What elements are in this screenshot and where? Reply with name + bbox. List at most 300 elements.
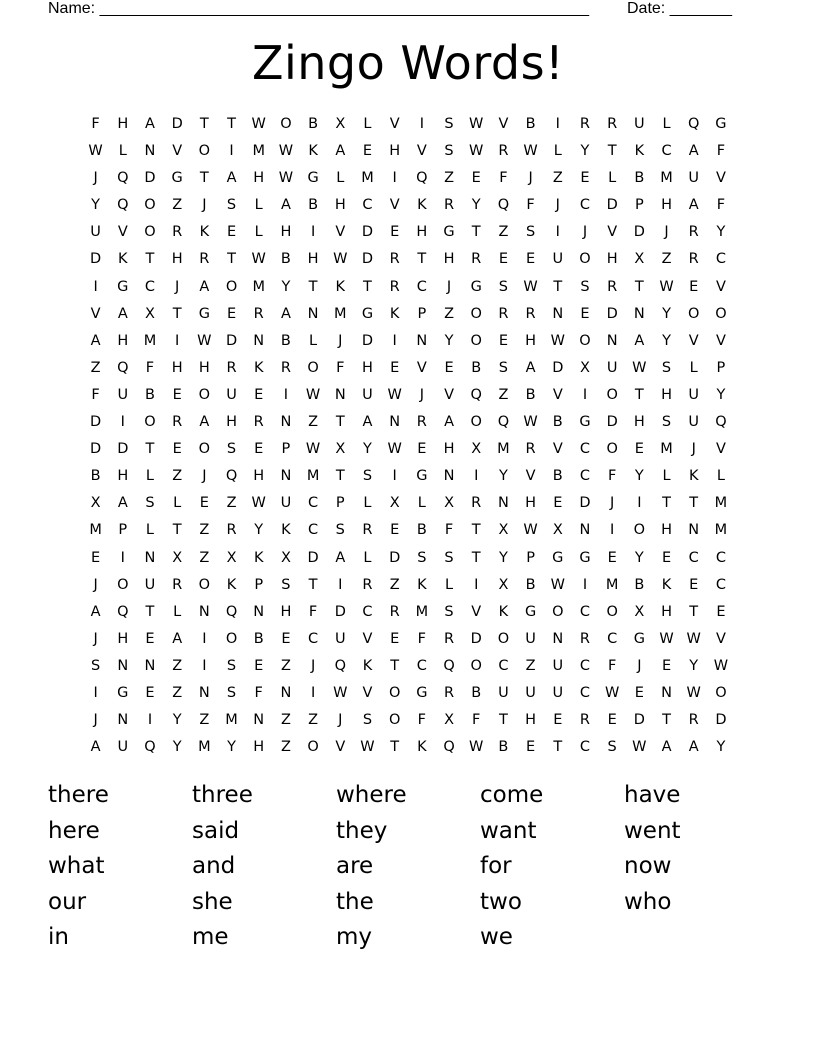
header-fields — [48, 0, 748, 20]
grid-letter: Y — [689, 657, 699, 674]
grid-letter: I — [474, 468, 479, 485]
grid-letter: Q — [470, 386, 482, 403]
grid-letter: R — [280, 359, 291, 376]
grid-letter: J — [338, 332, 343, 349]
grid-letter: J — [446, 278, 452, 295]
grid-letter: R — [688, 251, 699, 268]
grid-letter: L — [336, 170, 345, 187]
grid-letter: Y — [281, 278, 291, 295]
grid-letter: W — [333, 684, 348, 701]
word-list-item: who — [624, 888, 672, 915]
grid-letter: S — [498, 359, 509, 376]
grid-letter: L — [363, 116, 372, 132]
grid-letter: C — [144, 278, 156, 295]
grid-letter: H — [253, 170, 265, 187]
grid-letter: Z — [661, 251, 672, 268]
grid-letter: H — [661, 522, 672, 539]
grid-letter: C — [308, 495, 319, 512]
grid-letter: H — [633, 414, 645, 431]
grid-letter: R — [443, 630, 455, 647]
grid-letter: Y — [662, 332, 671, 349]
grid-letter: E — [689, 278, 699, 295]
grid-letter: O — [552, 603, 564, 620]
grid-letter: D — [334, 603, 346, 620]
grid-letter: B — [280, 332, 291, 349]
grid-letter: V — [688, 332, 699, 349]
grid-letter: X — [498, 576, 509, 593]
grid-letter: R — [172, 224, 183, 241]
grid-letter: C — [579, 197, 591, 214]
grid-letter: V — [471, 603, 482, 620]
grid-letter: H — [443, 251, 455, 268]
grid-letter: K — [634, 143, 645, 160]
grid-letter: W — [305, 386, 321, 403]
word-list-item: went — [624, 817, 681, 844]
grid-letter: M — [497, 441, 510, 458]
grid-letter: K — [335, 278, 346, 295]
word-list-item: here — [48, 817, 100, 844]
grid-letter: B — [525, 576, 536, 593]
grid-letter: T — [335, 414, 345, 431]
grid-letter: B — [90, 468, 101, 485]
grid-letter: P — [526, 549, 535, 566]
grid-letter: E — [199, 495, 209, 512]
grid-letter: P — [118, 522, 128, 539]
grid-letter: Z — [226, 495, 237, 512]
grid-letter: F — [145, 359, 155, 376]
grid-letter: I — [555, 224, 560, 241]
grid-letter: Q — [117, 170, 129, 187]
grid-letter: G — [443, 224, 455, 241]
grid-letter: O — [307, 359, 319, 376]
grid-letter: H — [525, 712, 537, 729]
grid-letter: R — [389, 251, 400, 268]
grid-letter: Z — [525, 657, 536, 674]
grid-letter: O — [198, 386, 211, 403]
grid-letter: O — [388, 712, 401, 729]
grid-letter: D — [361, 224, 374, 241]
grid-letter: H — [661, 386, 672, 403]
grid-letter: Z — [498, 386, 509, 403]
grid-letter: O — [633, 522, 646, 539]
grid-letter: N — [633, 305, 645, 322]
grid-letter: B — [308, 197, 319, 214]
grid-letter: H — [171, 251, 183, 268]
grid-letter: E — [254, 441, 264, 458]
grid-letter: E — [444, 359, 454, 376]
grid-letter: A — [280, 305, 291, 322]
grid-letter: R — [498, 143, 509, 160]
grid-letter: R — [172, 576, 183, 593]
grid-letter: M — [660, 441, 673, 458]
grid-letter: Q — [225, 468, 238, 485]
grid-letter: M — [225, 712, 238, 729]
grid-letter: W — [686, 684, 701, 701]
word-list-item: are — [336, 853, 374, 880]
grid-letter: C — [362, 197, 373, 214]
grid-letter: G — [198, 305, 210, 322]
grid-letter: T — [390, 657, 400, 674]
grid-letter: R — [607, 278, 618, 295]
grid-letter: K — [661, 576, 672, 593]
grid-letter: P — [634, 197, 644, 214]
grid-letter: D — [90, 251, 102, 268]
grid-letter: M — [605, 576, 619, 593]
grid-letter: K — [253, 549, 264, 566]
grid-letter: E — [390, 630, 400, 647]
grid-letter: R — [443, 684, 455, 701]
grid-letter: O — [307, 739, 319, 756]
grid-letter: D — [715, 712, 727, 729]
grid-letter: W — [88, 143, 103, 160]
grid-letter: T — [227, 251, 236, 268]
grid-letter: N — [253, 712, 265, 729]
grid-letter: I — [610, 522, 615, 539]
grid-letter: R — [226, 359, 237, 376]
word-list-item: there — [48, 782, 109, 808]
grid-letter: Z — [199, 549, 210, 566]
grid-letter: R — [389, 603, 400, 620]
grid-letter: T — [553, 739, 563, 756]
grid-letter: T — [390, 739, 400, 756]
grid-letter: X — [90, 495, 101, 512]
grid-letter: G — [470, 278, 482, 295]
grid-letter: M — [252, 278, 265, 295]
grid-letter: K — [308, 143, 318, 160]
grid-letter: O — [144, 197, 156, 214]
grid-letter: U — [525, 630, 536, 647]
grid-letter: Y — [254, 522, 264, 539]
grid-letter: U — [226, 386, 237, 403]
grid-letter: F — [308, 603, 318, 620]
grid-letter: Y — [580, 143, 590, 160]
grid-letter: N — [253, 332, 265, 349]
grid-letter: J — [338, 712, 343, 729]
grid-letter: U — [280, 495, 292, 512]
grid-letter: E — [526, 251, 536, 268]
grid-letter: Y — [716, 386, 726, 403]
grid-letter: U — [552, 657, 564, 674]
grid-letter: F — [336, 359, 345, 376]
grid-letter: U — [688, 170, 700, 187]
grid-letter: X — [471, 441, 482, 458]
grid-letter: Q — [443, 739, 455, 756]
grid-letter: V — [117, 224, 128, 241]
grid-letter: K — [226, 576, 237, 593]
grid-letter: G — [416, 684, 428, 701]
grid-letter: A — [688, 739, 699, 756]
grid-letter: Z — [172, 684, 183, 701]
grid-letter: L — [716, 468, 725, 485]
grid-letter: K — [362, 657, 373, 674]
grid-letter: E — [471, 170, 481, 187]
grid-letter: V — [607, 224, 618, 241]
grid-letter: A — [634, 332, 645, 349]
grid-letter: V — [552, 441, 563, 458]
grid-letter: T — [335, 468, 345, 485]
grid-letter: Z — [90, 359, 101, 376]
grid-letter: D — [389, 549, 401, 566]
grid-letter: K — [417, 739, 427, 756]
grid-letter: Y — [716, 224, 726, 241]
grid-letter: W — [550, 332, 565, 349]
grid-letter: R — [389, 278, 400, 295]
grid-letter: S — [444, 143, 454, 160]
grid-letter: E — [172, 386, 182, 403]
grid-letter: V — [715, 278, 726, 295]
grid-letter: Z — [552, 170, 563, 187]
grid-letter: S — [498, 278, 509, 295]
grid-letter: N — [606, 332, 618, 349]
grid-letter: H — [117, 116, 129, 132]
grid-letter: T — [634, 386, 644, 403]
grid-letter: E — [553, 495, 563, 512]
grid-letter: H — [661, 197, 672, 214]
word-list-item: now — [624, 853, 672, 880]
grid-letter: T — [308, 278, 318, 295]
grid-letter: B — [552, 468, 563, 485]
grid-letter: S — [362, 712, 373, 729]
word-list-item: want — [480, 817, 537, 844]
letter-grid — [82, 111, 735, 761]
grid-letter: T — [308, 576, 318, 593]
word-list-item: my — [336, 924, 373, 951]
grid-letter: E — [226, 305, 237, 322]
grid-letter: L — [309, 332, 318, 349]
grid-letter: A — [90, 603, 101, 620]
grid-letter: D — [307, 549, 319, 566]
grid-letter: A — [117, 305, 128, 322]
grid-letter: Y — [471, 197, 481, 214]
grid-letter: H — [253, 468, 265, 485]
grid-letter: G — [579, 549, 591, 566]
grid-letter: C — [715, 549, 726, 566]
grid-letter: J — [202, 468, 207, 485]
grid-letter: O — [470, 414, 482, 431]
grid-letter: Y — [634, 549, 644, 566]
grid-letter: J — [664, 224, 669, 241]
grid-letter: R — [579, 712, 590, 729]
grid-letter: T — [634, 278, 644, 295]
grid-letter: D — [90, 441, 102, 458]
grid-letter: O — [497, 630, 510, 647]
grid-letter: M — [361, 170, 374, 187]
grid-letter: G — [307, 170, 319, 187]
grid-letter: A — [525, 359, 536, 376]
grid-letter: S — [444, 603, 454, 620]
grid-letter: U — [606, 359, 618, 376]
grid-letter: C — [579, 603, 591, 620]
grid-letter: T — [172, 305, 182, 322]
grid-letter: N — [688, 522, 700, 539]
grid-letter: W — [305, 441, 321, 458]
grid-letter: Z — [172, 657, 183, 674]
grid-letter: D — [470, 630, 482, 647]
grid-letter: Q — [416, 170, 428, 187]
grid-letter: F — [716, 143, 726, 160]
grid-letter: W — [251, 116, 266, 132]
grid-letter: C — [308, 630, 319, 647]
grid-letter: B — [525, 116, 536, 132]
grid-letter: U — [362, 386, 373, 403]
grid-letter: V — [416, 143, 427, 160]
grid-letter: O — [144, 224, 156, 241]
grid-letter: L — [173, 603, 182, 620]
grid-letter: Q — [117, 603, 129, 620]
grid-letter: A — [280, 197, 291, 214]
grid-letter: W — [523, 414, 538, 431]
grid-letter: I — [392, 332, 397, 349]
grid-letter: N — [253, 603, 265, 620]
grid-letter: A — [688, 197, 699, 214]
grid-letter: G — [715, 116, 727, 132]
grid-letter: W — [523, 522, 538, 539]
grid-letter: Z — [172, 468, 183, 485]
grid-letter: N — [280, 468, 292, 485]
grid-letter: U — [688, 414, 700, 431]
grid-letter: Q — [443, 657, 455, 674]
grid-letter: Y — [662, 305, 671, 322]
grid-letter: E — [91, 549, 101, 566]
grid-letter: E — [226, 224, 237, 241]
grid-letter: Q — [497, 414, 510, 431]
grid-letter: W — [713, 657, 729, 674]
grid-letter: K — [281, 522, 291, 539]
grid-letter: R — [471, 251, 482, 268]
grid-letter: S — [362, 468, 373, 485]
grid-letter: N — [334, 386, 346, 403]
grid-letter: Z — [498, 224, 509, 241]
word-list-item: she — [192, 888, 233, 915]
grid-letter: E — [607, 712, 617, 729]
grid-letter: A — [90, 332, 101, 349]
grid-letter: W — [387, 386, 402, 403]
grid-letter: R — [579, 116, 590, 132]
grid-letter: V — [525, 468, 536, 485]
grid-letter: I — [419, 116, 424, 132]
grid-letter: Y — [634, 468, 644, 485]
grid-letter: K — [253, 359, 264, 376]
grid-letter: W — [197, 332, 212, 349]
grid-letter: Y — [498, 468, 508, 485]
grid-letter: V — [715, 170, 726, 187]
grid-letter: W — [604, 684, 620, 701]
grid-letter: S — [444, 549, 454, 566]
grid-letter: Z — [280, 739, 291, 756]
word-list-item: have — [624, 782, 681, 808]
grid-letter: Z — [199, 522, 210, 539]
grid-letter: Q — [117, 359, 129, 376]
grid-letter: L — [145, 468, 155, 485]
grid-letter: N — [198, 603, 210, 620]
grid-letter: E — [580, 305, 590, 322]
grid-letter: Z — [308, 712, 319, 729]
grid-letter: F — [417, 630, 427, 647]
grid-letter: E — [716, 603, 726, 620]
grid-letter: T — [363, 278, 372, 295]
grid-letter: J — [93, 630, 98, 647]
grid-letter: I — [120, 414, 125, 431]
grid-letter: Z — [280, 712, 291, 729]
grid-letter: F — [499, 170, 508, 187]
grid-letter: V — [335, 739, 346, 756]
grid-letter: E — [417, 441, 427, 458]
grid-letter: N — [443, 468, 455, 485]
grid-letter: Q — [117, 197, 129, 214]
grid-letter: Q — [715, 414, 727, 431]
grid-letter: H — [416, 224, 428, 241]
grid-letter: O — [117, 576, 129, 593]
grid-letter: M — [714, 522, 728, 539]
grid-letter: B — [552, 414, 563, 431]
grid-letter: W — [251, 251, 266, 268]
grid-letter: C — [607, 630, 618, 647]
grid-letter: I — [283, 386, 289, 403]
grid-letter: T — [417, 251, 427, 268]
grid-letter: R — [199, 251, 210, 268]
grid-letter: R — [498, 305, 509, 322]
grid-letter: N — [552, 305, 564, 322]
grid-letter: I — [147, 712, 153, 729]
grid-letter: M — [252, 143, 265, 160]
grid-letter: F — [607, 657, 617, 674]
grid-letter: D — [90, 414, 102, 431]
grid-letter: I — [202, 657, 207, 674]
grid-letter: R — [443, 197, 455, 214]
grid-letter: M — [334, 305, 347, 322]
grid-letter: I — [93, 684, 98, 701]
grid-letter: F — [526, 197, 535, 214]
grid-letter: F — [91, 386, 100, 403]
grid-letter: O — [606, 603, 618, 620]
grid-letter: L — [363, 495, 372, 512]
grid-letter: W — [469, 116, 484, 132]
grid-letter: R — [525, 305, 536, 322]
grid-letter: X — [389, 495, 400, 512]
grid-letter: E — [689, 576, 699, 593]
grid-letter: G — [579, 414, 591, 431]
word-bank — [48, 778, 768, 956]
grid-letter: F — [716, 197, 726, 214]
grid-letter: O — [198, 576, 211, 593]
grid-letter: O — [144, 414, 156, 431]
grid-letter: I — [555, 116, 560, 132]
grid-letter: B — [634, 170, 645, 187]
grid-letter: N — [579, 522, 591, 539]
grid-letter: E — [145, 684, 155, 701]
grid-letter: P — [417, 305, 427, 322]
grid-letter: N — [552, 630, 564, 647]
grid-letter: F — [444, 522, 454, 539]
grid-letter: J — [202, 197, 207, 214]
grid-letter: S — [226, 197, 237, 214]
grid-letter: S — [281, 576, 291, 593]
grid-letter: V — [389, 197, 400, 214]
grid-letter: Z — [280, 657, 291, 674]
grid-letter: X — [172, 549, 183, 566]
grid-letter: O — [225, 630, 238, 647]
grid-letter: A — [444, 414, 454, 431]
grid-letter: E — [498, 332, 508, 349]
grid-letter: L — [662, 116, 671, 132]
grid-letter: N — [497, 495, 509, 512]
grid-letter: O — [198, 143, 211, 160]
grid-letter: J — [637, 657, 642, 674]
grid-letter: B — [471, 359, 482, 376]
grid-letter: G — [171, 170, 183, 187]
grid-letter: B — [280, 251, 291, 268]
grid-letter: L — [173, 495, 182, 512]
